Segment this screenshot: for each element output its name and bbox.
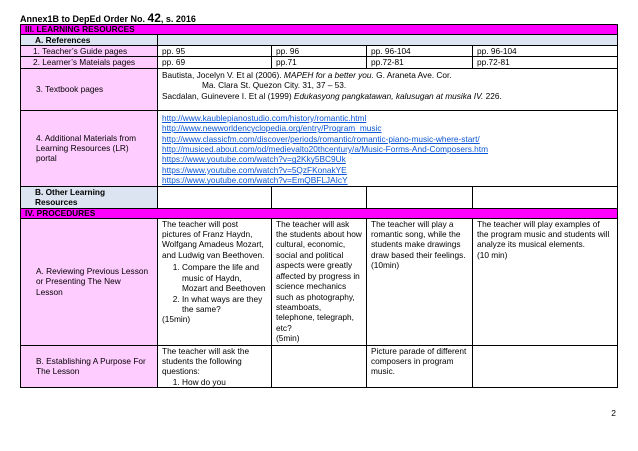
- textbook-citation-1-cont: Ma. Clara St. Quezon City. 31, 37 – 53.: [202, 80, 347, 91]
- reviewing-col1: [158, 218, 272, 345]
- resource-link[interactable]: http://musiced.about.com/od/medievalto20thcentury/a/Music-Forms-And-Composers.htm: [162, 144, 489, 155]
- table-cell: pp.72-81: [367, 57, 473, 68]
- header-suffix: , s. 2016: [160, 14, 196, 24]
- reviewing-col4-time: (10 min): [477, 249, 508, 260]
- reviewing-col2-text: The teacher will ask the students about how cultural, economic, social and political aspects were greatly affected by progress in science mechanics such as photography, steamboats, telephone, telegraph, etc?: [276, 218, 362, 333]
- references-blank: [158, 35, 618, 46]
- list-item: 1. Compare the life and music of Haydn, Mozart and Beethoven: [182, 262, 267, 293]
- teachers-guide-row: [21, 46, 618, 57]
- additional-materials-row: [21, 110, 618, 186]
- table-cell: pp.72-81: [473, 57, 618, 68]
- citation-title: MAPEH for a better you.: [283, 69, 374, 80]
- textbook-citations: [158, 68, 618, 110]
- reviewing-col1-intro: The teacher will post pictures of Franz Haydn, Wolfgang Amadeus Mozart, and Ludwig van Beethoven.: [162, 218, 265, 260]
- additional-materials-label: 4. Additional Materials from Learning Resources (LR) portal: [21, 110, 158, 186]
- textbook-row: [21, 68, 618, 110]
- table-cell: [158, 186, 272, 208]
- resource-link[interactable]: https://www.youtube.com/watch?v=EmQBFLJAIcY: [162, 175, 348, 186]
- reviewing-col3-time: (10min): [371, 260, 400, 271]
- reviewing-col4-text: The teacher will play examples of the program music and students will analyze its musical elements.: [477, 218, 610, 250]
- lesson-plan-table: [20, 24, 618, 388]
- table-cell: pp. 95: [158, 46, 272, 57]
- other-resources-label: B. Other Learning Resources: [21, 186, 158, 208]
- textbook-citation-1: [162, 70, 613, 80]
- section-title-procedures: IV. PROCEDURES: [21, 208, 618, 218]
- reviewing-col3-text: The teacher will play a romantic song, while the students make drawings draw based their feelings.: [371, 218, 466, 260]
- reviewing-col4: [473, 218, 618, 345]
- resource-link[interactable]: http://www.newworldencyclopedia.org/entry/Program_music: [162, 123, 382, 134]
- resource-link[interactable]: http://www.kaublepianostudio.com/history/romantic.html: [162, 112, 367, 123]
- purpose-col1: [158, 345, 272, 388]
- reviewing-col1-time: (15min): [162, 314, 191, 325]
- reviewing-col2-time: (5min): [276, 333, 300, 344]
- resource-link[interactable]: http://www.classicfm.com/discover/periods/romantic/romantic-piano-music-where-start/: [162, 133, 480, 144]
- table-cell: pp.71: [272, 57, 367, 68]
- purpose-col1-list: [162, 377, 267, 387]
- purpose-col3: Picture parade of different composers in program music.: [367, 345, 473, 388]
- section-procedures-row: [21, 208, 618, 218]
- citation-text: Sacdalan, Guinevere I. Et al (1999): [162, 90, 294, 101]
- citation-title: Edukasyong pangkatawan, kalusugan at musika IV.: [293, 90, 484, 101]
- reviewing-row: [21, 218, 618, 345]
- table-cell: pp. 96-104: [367, 46, 473, 57]
- citation-text: 226.: [483, 90, 502, 101]
- table-cell: pp. 69: [158, 57, 272, 68]
- reviewing-col2: [272, 218, 367, 345]
- section-learning-resources-row: [21, 25, 618, 35]
- table-cell: pp. 96: [272, 46, 367, 57]
- page-number: 2: [611, 408, 616, 418]
- textbook-citation-2: [162, 91, 613, 101]
- purpose-col1-intro: The teacher will ask the students the following questions:: [162, 345, 250, 377]
- references-label: A. References: [21, 35, 158, 46]
- additional-materials-links: [158, 110, 618, 186]
- section-title-learning-resources: III. LEARNING RESOURCES: [21, 25, 618, 35]
- purpose-label: B. Establishing A Purpose For The Lesson: [21, 345, 158, 388]
- learners-materials-row: [21, 57, 618, 68]
- purpose-row: [21, 345, 618, 388]
- purpose-col2: [272, 345, 367, 388]
- table-cell: [367, 186, 473, 208]
- list-item: 1. How do you: [182, 377, 267, 387]
- resource-link[interactable]: https://www.youtube.com/watch?v=5QzFKonakYE: [162, 164, 347, 175]
- table-cell: [473, 186, 618, 208]
- references-row: [21, 35, 618, 46]
- list-item: 2. In what ways are they the same?: [182, 294, 267, 315]
- textbook-label: 3. Textbook pages: [21, 68, 158, 110]
- citation-text: Bautista, Jocelyn V. Et al (2006).: [162, 69, 284, 80]
- reviewing-label: A. Reviewing Previous Lesson or Presenting The New Lesson: [21, 218, 158, 345]
- table-cell: [272, 186, 367, 208]
- resource-link[interactable]: https://www.youtube.com/watch?v=g2Kky5BC9Uk: [162, 154, 346, 165]
- header-order-number: 42: [147, 11, 161, 25]
- table-cell: pp. 96-104: [473, 46, 618, 57]
- reviewing-col3: [367, 218, 473, 345]
- reviewing-col1-list: [162, 262, 267, 314]
- purpose-col4: [473, 345, 618, 388]
- learners-materials-label: 2. Learner’s Mateials pages: [21, 57, 158, 68]
- header-prefix: Annex1B to DepEd Order No.: [20, 14, 146, 24]
- other-resources-row: [21, 186, 618, 208]
- teachers-guide-label: 1. Teacher’s Guide pages: [21, 46, 158, 57]
- document-header: [20, 11, 196, 25]
- citation-text: G. Araneta Ave. Cor.: [373, 69, 452, 80]
